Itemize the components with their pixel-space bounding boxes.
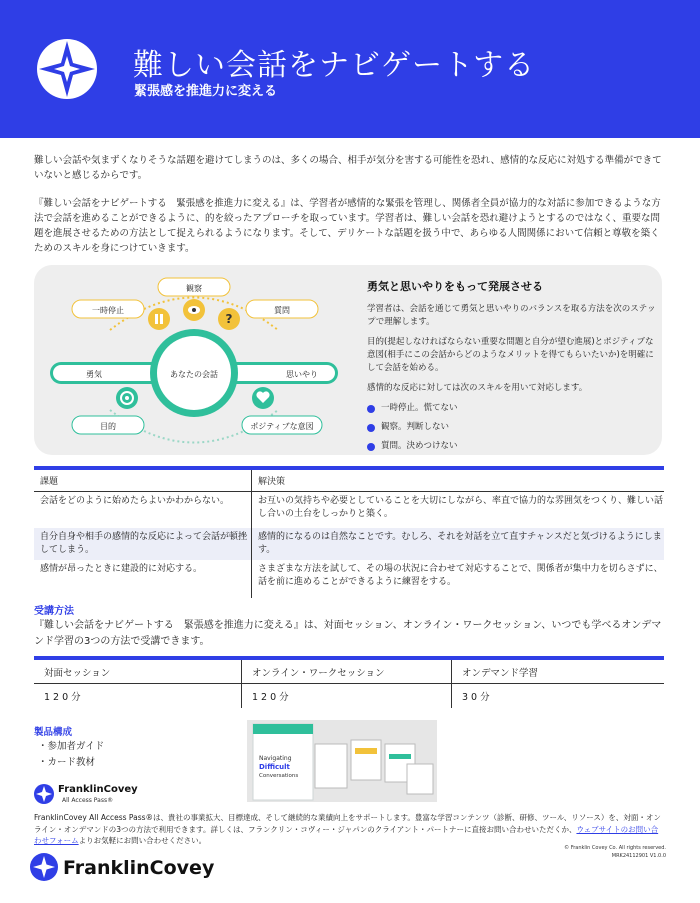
contact-form-link[interactable]: ウェブサイトのお問い合わせフォーム: [34, 824, 659, 845]
pause-icon: [148, 308, 170, 330]
footer-description: FranklinCovey All Access Pass®は、貴社の事業拡大、目標達成、そして継続的な業績向上をサポートします。豊富な学習コンテンツ（診断、研修、ツール、リソース）を、対面・オンライン・オンデマンドの3つの方法で利用できます。詳しくは、フランクリン・コヴィー・ジャパンのクライアント・パートナーに直接お問い合わせいただくか、ウェブサイトのお問い合わせフォームよりお気軽にお問い合わせください。: [34, 813, 661, 845]
svg-text:Difficult: Difficult: [259, 763, 290, 771]
label-observe: 観察: [186, 284, 202, 293]
table-row: 会話をどのように始めたらよいかわからない。 お互いの気持ちや必要としていることを大切にしながら、率直で協力的な雰囲気をつくり、難しい話し合いの土台をしっかりと築く。: [34, 492, 664, 528]
list-item: ・カード教材: [38, 757, 96, 768]
observe-eye-icon: [183, 299, 205, 321]
franklincovey-star-icon: [36, 38, 98, 100]
header-solution: 解決策: [258, 477, 286, 487]
issue-solution-table: [34, 466, 664, 598]
label-pause: 一時停止: [92, 306, 124, 315]
bullet-dot-icon: [367, 405, 375, 413]
label-ask: 質問: [274, 306, 290, 315]
product-contents-heading: 製品構成: [34, 727, 73, 738]
skills-description: [367, 278, 657, 459]
skill-bullet: 質問。決めつけない: [367, 440, 657, 453]
copyright: © Franklin Covey Co. All rights reserved. MRK24112901 V1.0.0: [564, 845, 666, 859]
delivery-heading: 受講方法: [34, 606, 74, 617]
label-courage: 勇気: [86, 370, 102, 379]
skills-text-3: 感情的な反応に対しては次のスキルを用いて対応します。: [367, 383, 588, 393]
header-issue: 課題: [34, 470, 252, 491]
header-banner: [0, 0, 700, 138]
table-row: 自分自身や相手の感情的な反応によって会話が頓挫してしまう。 感情的になるのは自然なことです。むしろ、それを対話を立て直すチャンスだと気づけるようにします。: [34, 528, 664, 560]
skill-bullet: 一時停止。慌てない: [367, 402, 657, 415]
question-icon: [218, 308, 240, 330]
heart-hand-icon: [252, 387, 274, 409]
bullet-dot-icon: [367, 424, 375, 432]
table-header-row: 対面セッション オンライン・ワークセッション オンデマンド学習: [34, 660, 664, 684]
product-contents-list: [38, 739, 104, 771]
intro-paragraph-1: 難しい会話や気まずくなりそうな話題を避けてしまうのは、多くの場合、相手が気分を害する可能性を恐れ、感情的な反応に対処する準備ができていないと感じるからです。: [34, 155, 662, 181]
conversation-model-diagram: [40, 270, 348, 450]
table-row: 感情が昂ったときに建設的に対応する。 さまざまな方法を試して、その場の状況に合わせて対応することで、関係者が集中力を切らさずに、話を前に進めることができるように練習をする。: [34, 560, 664, 598]
delivery-text: 『難しい会話をナビゲートする 緊張感を推進力に変える』は、対面セッション、オンライン・ワークセッション、いつでも学べるオンデマンド学習の3つの方法で受講できます。: [34, 620, 662, 647]
skill-bullet: 観察。判断しない: [367, 421, 657, 434]
fc-all-access-logo: FranklinCovey All Access Pass®: [34, 782, 144, 810]
page-subtitle: 緊張感を推進力に変える: [134, 84, 278, 99]
label-center: あなたの会話: [170, 370, 218, 379]
skills-text-2: 目的(提起しなければならない重要な問題と自分が望む進展)とポジティブな意図(相手にこの会話からどのようなメリットを得てもらいたいか)を明確にして会話を始める。: [367, 337, 654, 373]
bullet-dot-icon: [367, 443, 375, 451]
delivery-table: [34, 656, 664, 708]
product-image: [247, 720, 437, 802]
franklincovey-star-icon: [30, 853, 58, 881]
svg-text:Navigating: Navigating: [259, 755, 292, 762]
label-purpose: 目的: [100, 422, 116, 431]
svg-text:Conversations: Conversations: [259, 773, 299, 779]
label-positive-intent: ポジティブな意図: [250, 422, 314, 431]
skills-text-1: 学習者は、会話を通じて勇気と思いやりのバランスを取る方法を次のステップで理解します。: [367, 304, 656, 327]
target-icon: [116, 387, 138, 409]
intro-paragraph-2: 『難しい会話をナビゲートする 緊張感を推進力に変える』は、学習者が感情的な緊張を管理し、関係者全員が協力的な対話に参加できるような方法で会話を進めることができるように、的を絞ったアプローチを取っています。学習者は、難しい会話を恐れ避けようとするのではなく、重要な問題を進展させるための方法として捉えられるようになります。そして、デリケートな話題を扱う中で、あらゆる人間関係において信頼と尊敬を築くためのスキルを身につけていきます。: [34, 198, 661, 254]
franklincovey-star-icon: [34, 784, 54, 804]
table-row: 120分 120分 30分: [34, 684, 664, 708]
franklincovey-logo: FranklinCovey: [30, 853, 210, 883]
skills-heading: 勇気と思いやりをもって発展させる: [367, 280, 543, 293]
list-item: ・参加者ガイド: [38, 741, 105, 752]
label-consideration: 思いやり: [286, 370, 318, 379]
page-title: 難しい会話をナビゲートする: [133, 48, 536, 83]
svg-text:?: ?: [225, 312, 233, 326]
table-header-row: [34, 470, 664, 492]
